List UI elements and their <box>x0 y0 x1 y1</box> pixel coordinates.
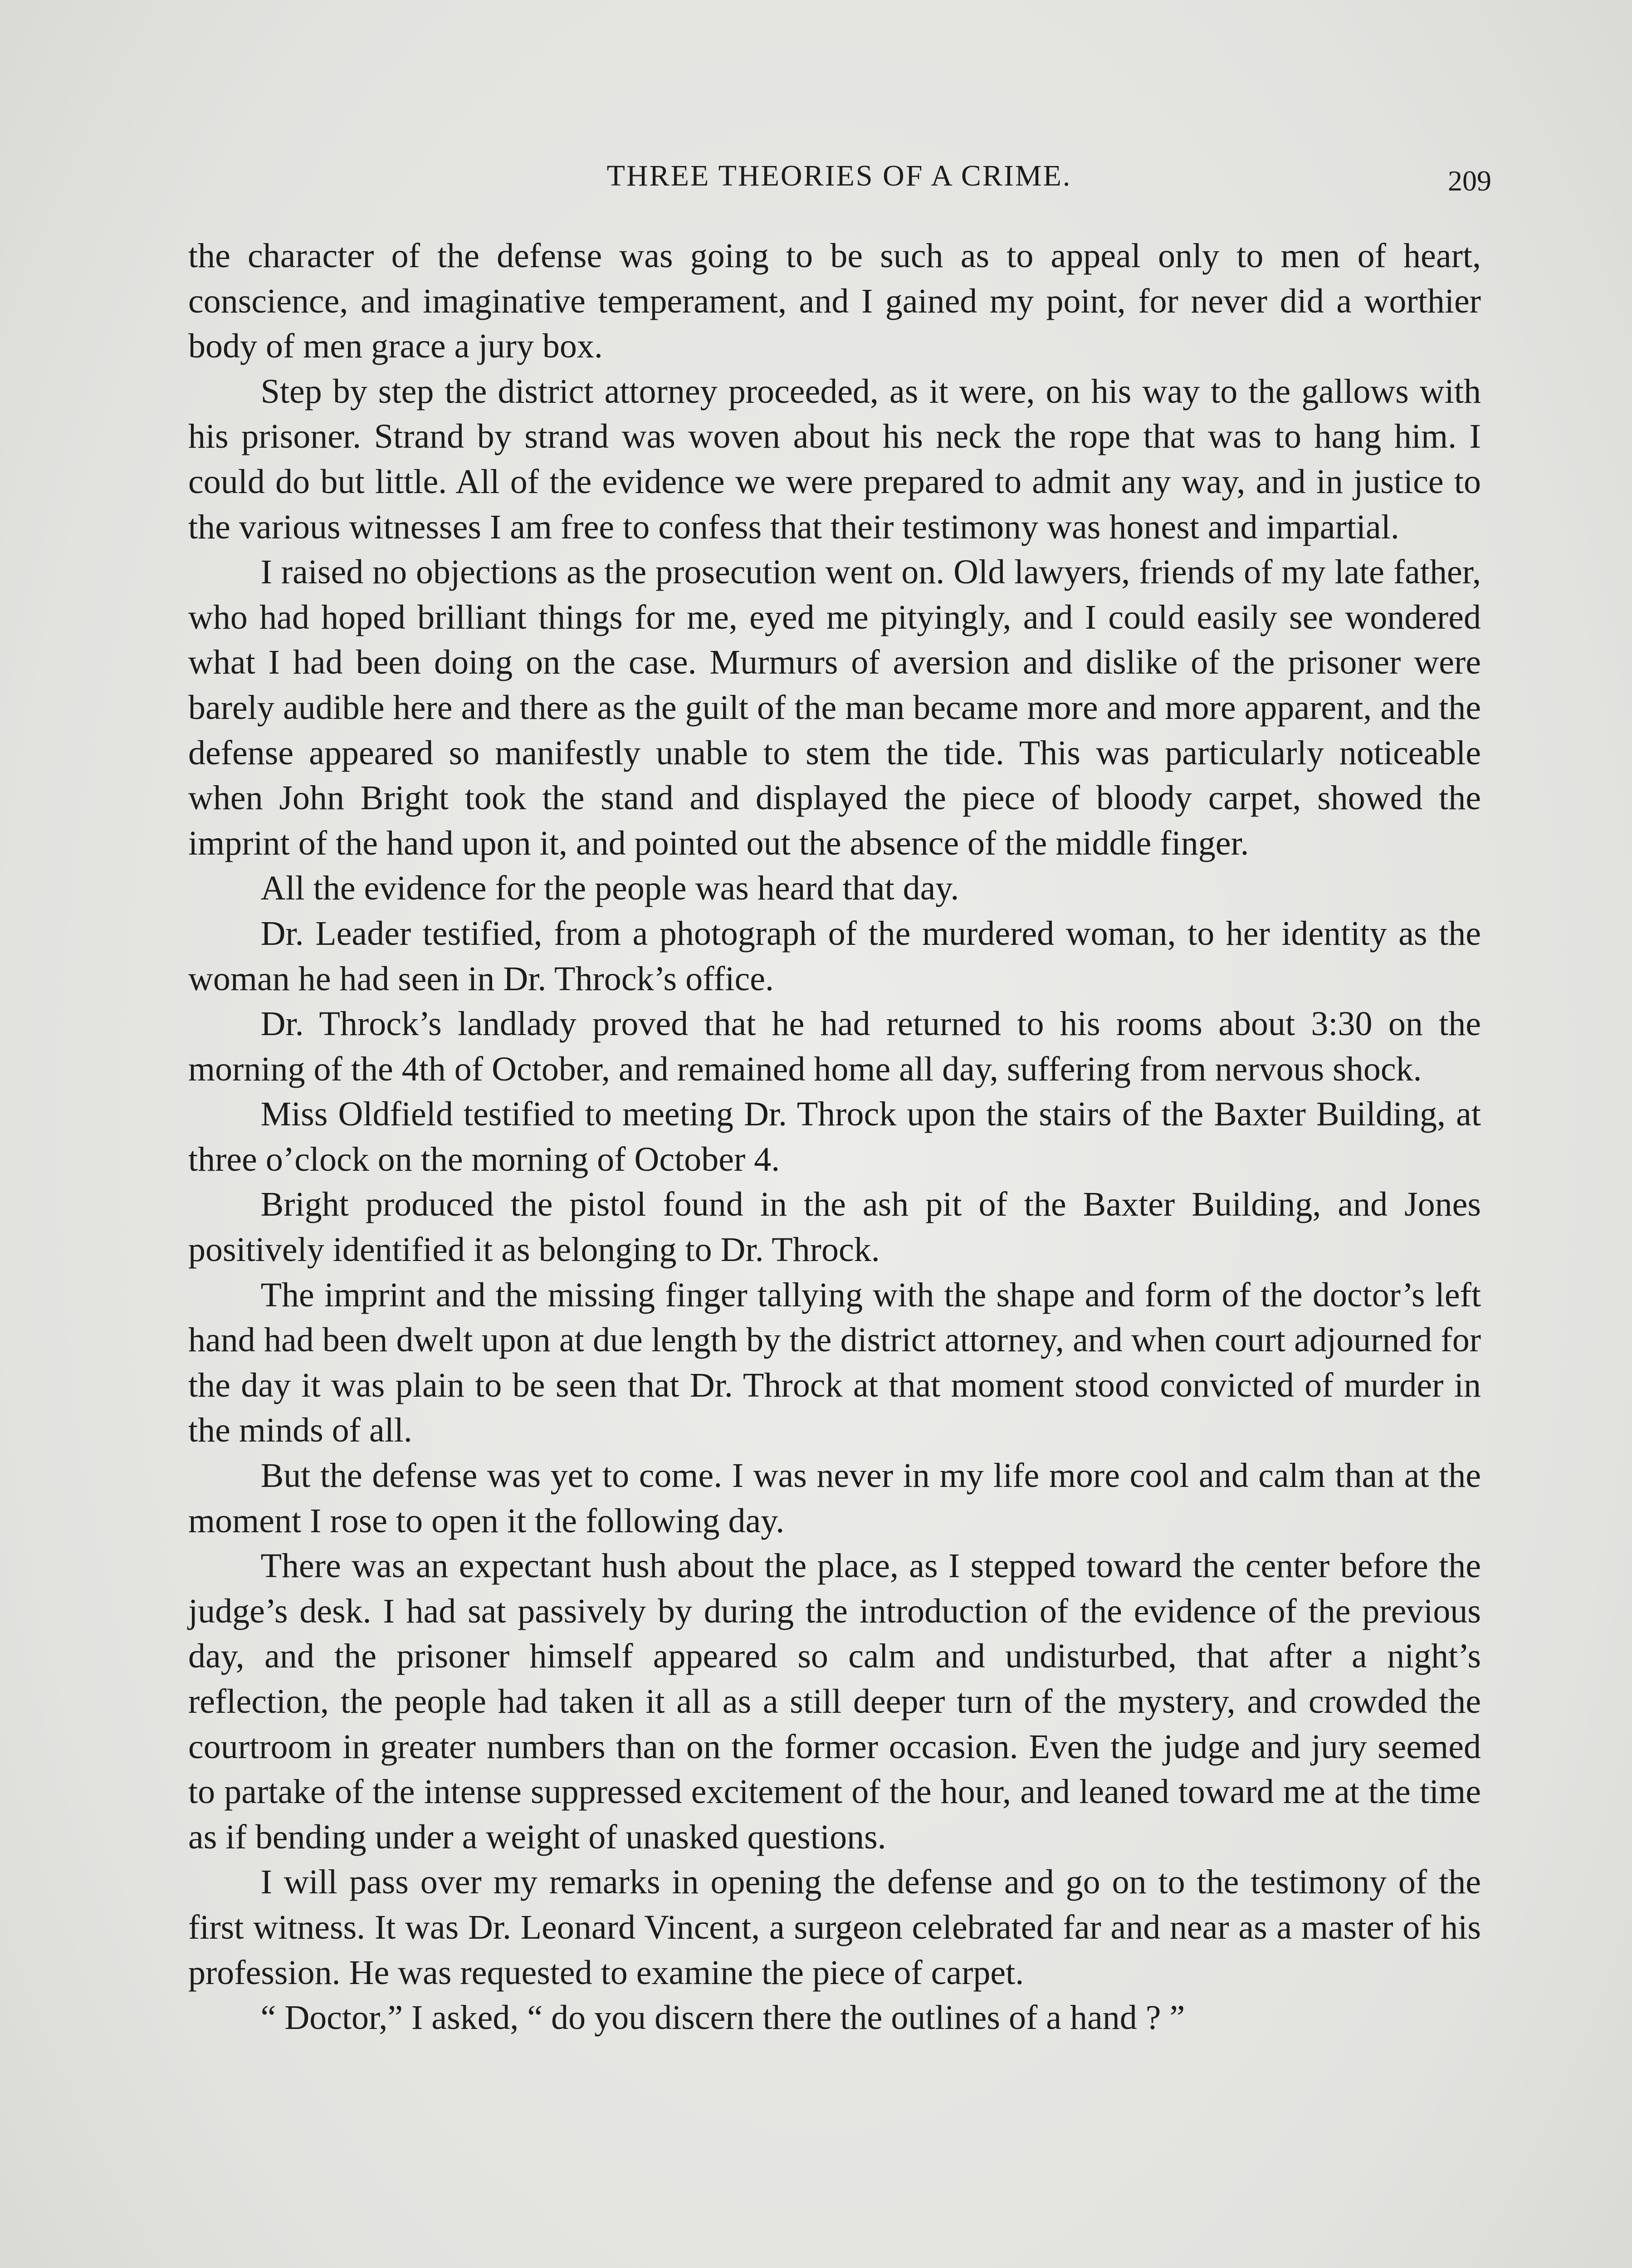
body-text <box>188 234 1481 2041</box>
paragraph: All the evidence for the people was heard that day. <box>260 869 959 908</box>
paragraph: I raised no objections as the prosecution went on. Old lawyers, friends of my late father, who had hoped brilliant things for me, eyed me pityingly, and I could easily see wondered what I had been doing on the case. Murmurs of aversion and dislike of the prisoner were barely audible here and there as the guilt of the man became more and more apparent, and the defense appeared so manifestly unable to stem the tide. This was particularly noticeable when John Bright took the stand and displayed the piece of bloody carpet, showed the imprint of the hand upon it, and pointed out the absence of the middle finger. <box>188 553 1481 862</box>
paragraph: Step by step the district attorney proceeded, as it were, on his way to the gallows with his prisoner. Strand by strand was woven about his neck the rope that was to hang him. I could do but little. All of the evidence we were prepared to admit any way, and in justice to the various witnesses I am free to confess that their testimony was honest and impartial. <box>188 372 1481 546</box>
paragraph: Miss Oldfield testified to meeting Dr. Throck upon the stairs of the Baxter Building, at three o’clock on the morning of October 4. <box>188 1095 1481 1178</box>
paragraph: Bright produced the pistol found in the ash pit of the Baxter Building, and Jones positively identified it as belonging to Dr. Throck. <box>188 1185 1481 1269</box>
paragraph: I will pass over my remarks in opening the defense and go on to the testimony of the first witness. It was Dr. Leonard Vincent, a surgeon celebrated far and near as a master of his profession. He was requested to examine the piece of carpet. <box>188 1863 1481 1992</box>
running-title: THREE THEORIES OF A CRIME. <box>606 159 1072 192</box>
paragraph: Dr. Throck’s landlady proved that he had returned to his rooms about 3:30 on the morning of the 4th of October, and remained home all day, suffering from nervous shock. <box>188 1005 1481 1088</box>
paragraph: There was an expectant hush about the place, as I stepped toward the center before the judge’s desk. I had sat passively by during the introduction of the evidence of the previous day, and the prisoner himself appeared so calm and undisturbed, that after a night’s reflection, the people had taken it all as a still deeper turn of the mystery, and crowded the courtroom in greater numbers than on the former occasion. Even the judge and jury seemed to partake of the intense suppressed excitement of the hour, and leaned toward me at the time as if bending under a weight of unasked questions. <box>188 1547 1481 1856</box>
paragraph: The imprint and the missing finger tallying with the shape and form of the doctor’s left hand had been dwelt upon at due length by the district attorney, and when court adjourned for the day it was plain to be seen that Dr. Throck at that moment stood convicted of murder in the minds of all. <box>188 1276 1481 1450</box>
paragraph: “ Doctor,” I asked, “ do you discern there the outlines of a hand ? ” <box>260 1999 1185 2037</box>
paragraph: But the defense was yet to come. I was never in my life more cool and calm than at the moment I rose to open it the following day. <box>188 1457 1481 1540</box>
paragraph: the character of the defense was going to be such as to appeal only to men of heart, conscience, and imaginative temperament, and I gained my point, for never did a worthier body of men grace a jury box. <box>188 237 1481 366</box>
page-number: 209 <box>1448 165 1491 197</box>
paragraph: Dr. Leader testified, from a photograph of the murdered woman, to her identity as the woman he had seen in Dr. Throck’s office. <box>188 914 1481 998</box>
